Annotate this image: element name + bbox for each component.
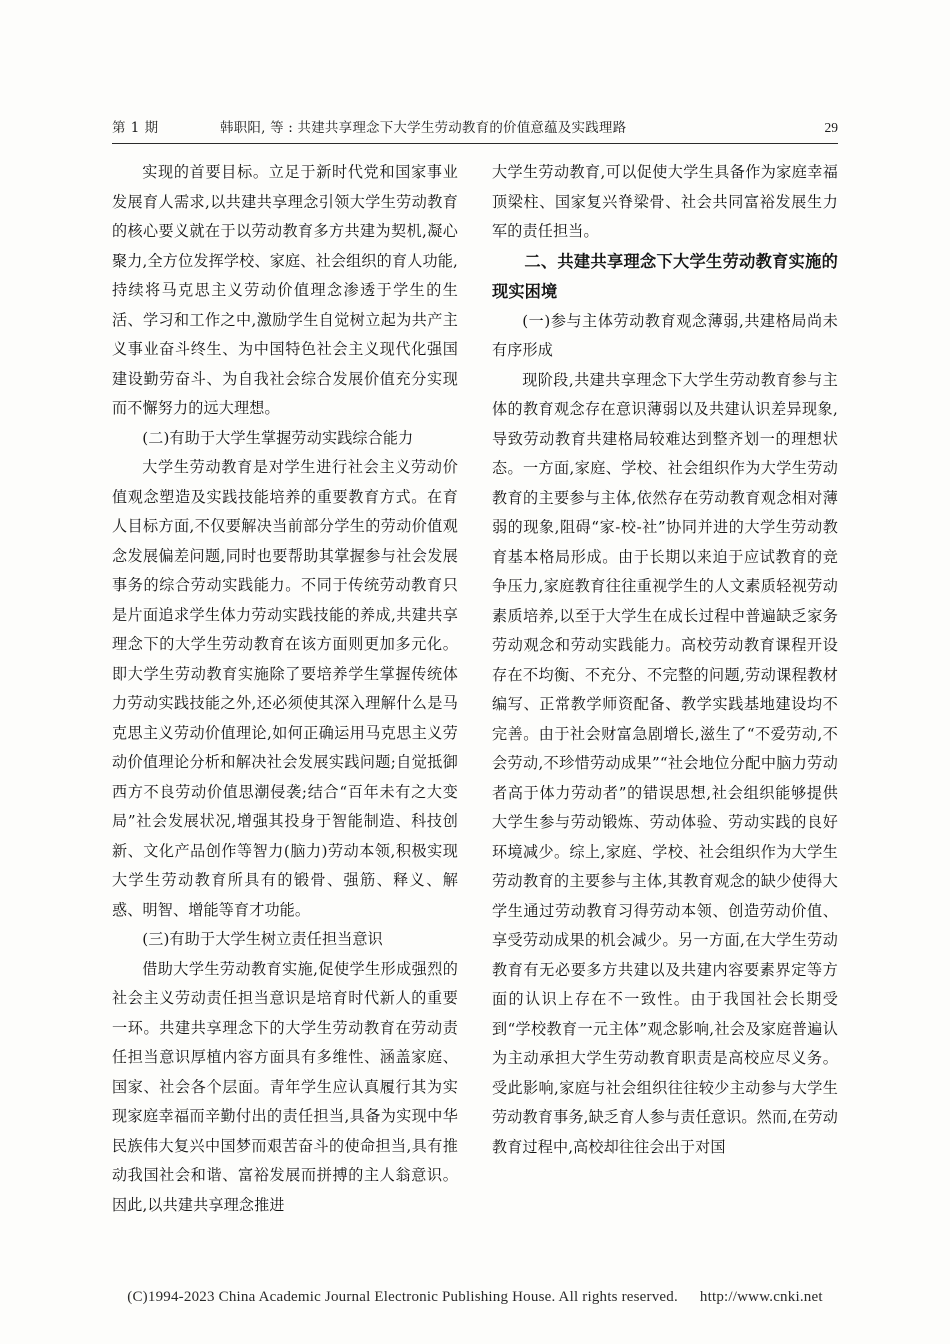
subheading: (三)有助于大学生树立责任担当意识 — [142, 930, 383, 948]
two-column-body — [112, 158, 838, 1238]
page-header — [112, 116, 838, 144]
paragraph: 借助大学生劳动教育实施,促使学生形成强烈的社会主义劳动责任担当意识是培育时代新人的重要一环。共建共享理念下的大学生劳动教育在劳动责任担当意识厚植内容方面具有多维性、涵盖家庭、国家、社会各个层面。青年学生应认真履行其为实现家庭幸福而辛勤付出的责任担当,具备为实现中华民族伟大复兴中国梦而艰苦奋斗的使命担当,具有推动我国社会和谐、富裕发展而拼搏的主人翁意识。因此,以共建共享理念推进 — [112, 959, 458, 1214]
paragraph-continuation: 大学生劳动教育,可以促使大学生具备作为家庭幸福顶梁柱、国家复兴脊梁骨、社会共同富裕发展生力军的责任担当。 — [492, 163, 838, 240]
header-issue: 第 1 期 — [112, 120, 159, 136]
footer-copyright — [0, 1289, 950, 1306]
paragraph: 实现的首要目标。立足于新时代党和国家事业发展育人需求,以共建共享理念引领大学生劳动教育的核心要义就在于以劳动教育多方共建为契机,凝心聚力,全方位发挥学校、家庭、社会组织的育人功能,持续将马克思主义劳动价值理念渗透于学生的生活、学习和工作之中,激励学生自觉树立起为共产主义事业奋斗终生、为中国特色社会主义现代化强国建设勤劳奋斗、为自我社会综合发展价值充分实现而不懈努力的远大理想。 — [112, 163, 458, 417]
paragraph: 现阶段,共建共享理念下大学生劳动教育参与主体的教育观念存在意识薄弱以及共建认识差异现象,导致劳动教育共建格局较难达到整齐划一的理想状态。一方面,家庭、学校、社会组织作为大学生劳动教育的主要参与主体,依然存在劳动教育观念相对薄弱的现象,阻碍“家-校-社”协同并进的大学生劳动教育基本格局形成。由于长期以来迫于应试教育的竞争压力,家庭教育往往重视学生的人文素质轻视劳动素质培养,以至于大学生在成长过程中普遍缺乏家务劳动观念和劳动实践能力。高校劳动教育课程开设存在不均衡、不充分、不完整的问题,劳动课程教材编写、正常教学师资配备、教学实践基地建设均不完善。由于社会财富急剧增长,滋生了“不爱劳动,不会劳动,不珍惜劳动成果”“社会地位分配中脑力劳动者高于体力劳动者”的错误思想,社会组织能够提供大学生参与劳动锻炼、劳动体验、劳动实践的良好环境减少。综上,家庭、学校、社会组织作为大学生劳动教育的主要参与主体,其教育观念的缺少使得大学生通过劳动教育习得劳动本领、创造劳动价值、享受劳动成果的机会减少。另一方面,在大学生劳动教育有无必要多方共建以及共建内容要素界定等方面的认识上存在不一致性。由于我国社会长期受到“学校教育一元主体”观念影响,社会及家庭普遍认为主动承担大学生劳动教育职责是高校应尽义务。受此影响,家庭与社会组织往往较少主动参与大学生劳动教育事务,缺乏育人参与责任意识。然而,在劳动教育过程中,高校却往往会出于对国 — [492, 370, 838, 1156]
copyright-text: (C)1994-2023 China Academic Journal Electronic Publishing House. All rights reserved. — [127, 1289, 678, 1305]
page-number: 29 — [824, 120, 838, 135]
paragraph: 大学生劳动教育是对学生进行社会主义劳动价值观念塑造及实践技能培养的重要教育方式。在育人目标方面,不仅要解决当前部分学生的劳动价值观念发展偏差问题,同时也要帮助其掌握参与社会发展事务的综合劳动实践能力。不同于传统劳动教育只是片面追求学生体力劳动实践技能的养成,共建共享理念下的大学生劳动教育在该方面则更加多元化。即大学生劳动教育实施除了要培养学生掌握传统体力劳动实践技能之外,还必须使其深入理解什么是马克思主义劳动价值理论,如何正确运用马克思主义劳动价值理论分析和解决社会发展实践问题;自觉抵御西方不良劳动价值思潮侵袭;结合“百年未有之大变局”社会发展状况,增强其投身于智能制造、科技创新、文化产品创作等智力(脑力)劳动本领,积极实现大学生劳动教育所具有的锻骨、强筋、释义、解惑、明智、增能等育才功能。 — [112, 458, 458, 919]
subheading: (二)有助于大学生掌握劳动实践综合能力 — [142, 428, 414, 447]
footer-url: http://www.cnki.net — [699, 1289, 823, 1305]
section-heading: 二、共建共享理念下大学生劳动教育实施的现实困境 — [492, 251, 838, 301]
left-column — [112, 158, 458, 1238]
header-running-title: 韩职阳, 等 : 共建共享理念下大学生劳动教育的价值意蕴及实践理路 — [220, 120, 627, 136]
subheading: (一)参与主体劳动教育观念薄弱,共建格局尚未有序形成 — [492, 311, 838, 359]
right-column — [492, 158, 838, 1238]
